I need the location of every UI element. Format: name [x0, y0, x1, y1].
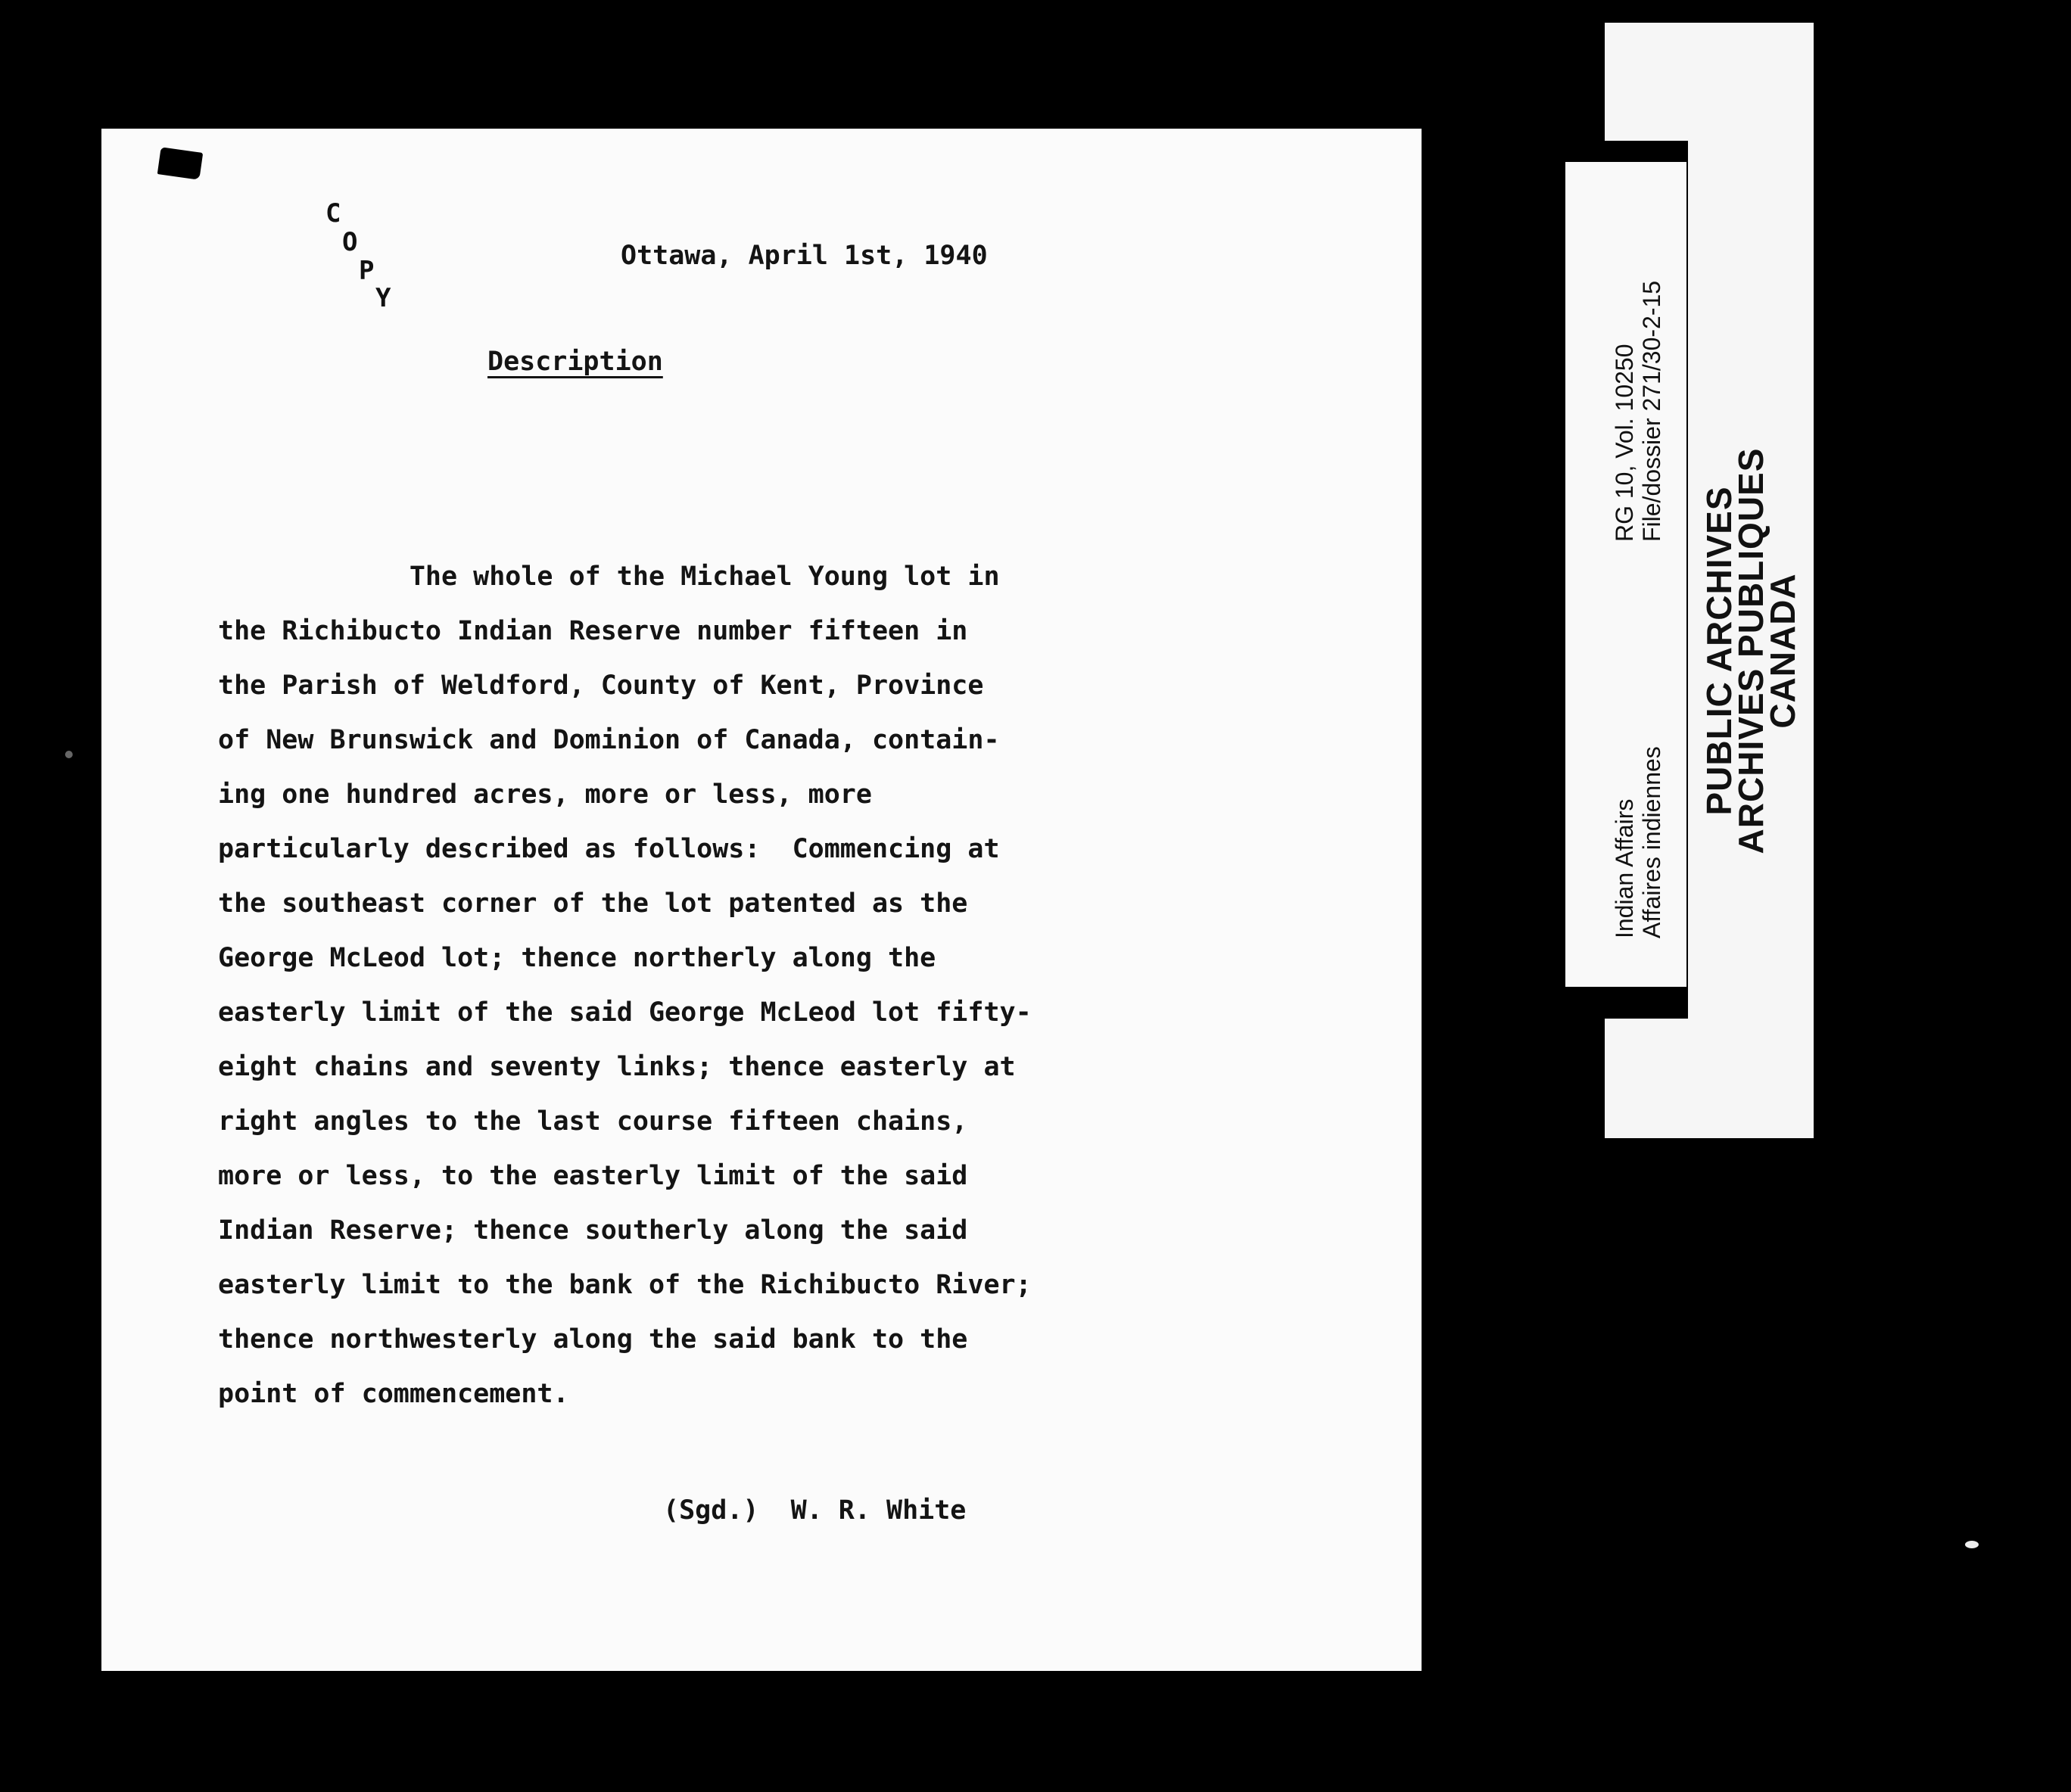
copy-mark-letter: C: [325, 198, 341, 229]
copy-mark-letter: O: [342, 227, 358, 257]
signature-line: (Sgd.) W. R. White: [663, 1495, 967, 1526]
body-line: right angles to the last course fifteen chains,: [218, 1106, 968, 1137]
body-line: thence northwesterly along the said bank to the: [218, 1324, 968, 1355]
body-line: point of commencement.: [218, 1379, 569, 1409]
body-line: particularly described as follows: Commencing at: [218, 834, 1000, 864]
body-line: eight chains and seventy links; thence easterly at: [218, 1052, 1016, 1082]
body-line: the southeast corner of the lot patented as the: [218, 888, 968, 919]
body-line: more or less, to the easterly limit of the said: [218, 1161, 968, 1191]
copy-mark-letter: Y: [375, 283, 391, 313]
archive-department-fr: Affaires indiennes: [1638, 746, 1665, 938]
ink-blot: [157, 147, 203, 179]
body-line: the Richibucto Indian Reserve number fifteen in: [218, 616, 968, 646]
body-line: The whole of the Michael Young lot in: [218, 562, 1000, 592]
archive-reference-volume: RG 10, Vol. 10250: [1611, 344, 1638, 542]
date-line: Ottawa, April 1st, 1940: [621, 241, 988, 271]
body-line: Indian Reserve; thence southerly along the said: [218, 1215, 968, 1246]
document-heading: Description: [487, 347, 663, 377]
copy-mark-letter: P: [359, 256, 375, 286]
body-line: easterly limit of the said George McLeod lot fifty-: [218, 997, 1032, 1028]
dust-speck: [65, 751, 73, 758]
archive-name-line3: CANADA: [1763, 573, 1802, 729]
body-line: the Parish of Weldford, County of Kent, Province: [218, 670, 984, 701]
body-line: George McLeod lot; thence northerly along the: [218, 943, 936, 973]
body-line: ing one hundred acres, more or less, more: [218, 779, 872, 810]
archive-name-line2: ARCHIVES PUBLIQUES: [1731, 447, 1770, 854]
archive-reference-file: File/dossier 271/30-2-15: [1638, 280, 1665, 542]
body-line: of New Brunswick and Dominion of Canada, contain-: [218, 725, 1000, 755]
body-line: easterly limit to the bank of the Richibucto River;: [218, 1270, 1032, 1300]
dust-speck: [1965, 1541, 1979, 1548]
archive-name-line1: PUBLIC ARCHIVES: [1699, 486, 1739, 816]
archive-department-en: Indian Affairs: [1611, 798, 1638, 938]
